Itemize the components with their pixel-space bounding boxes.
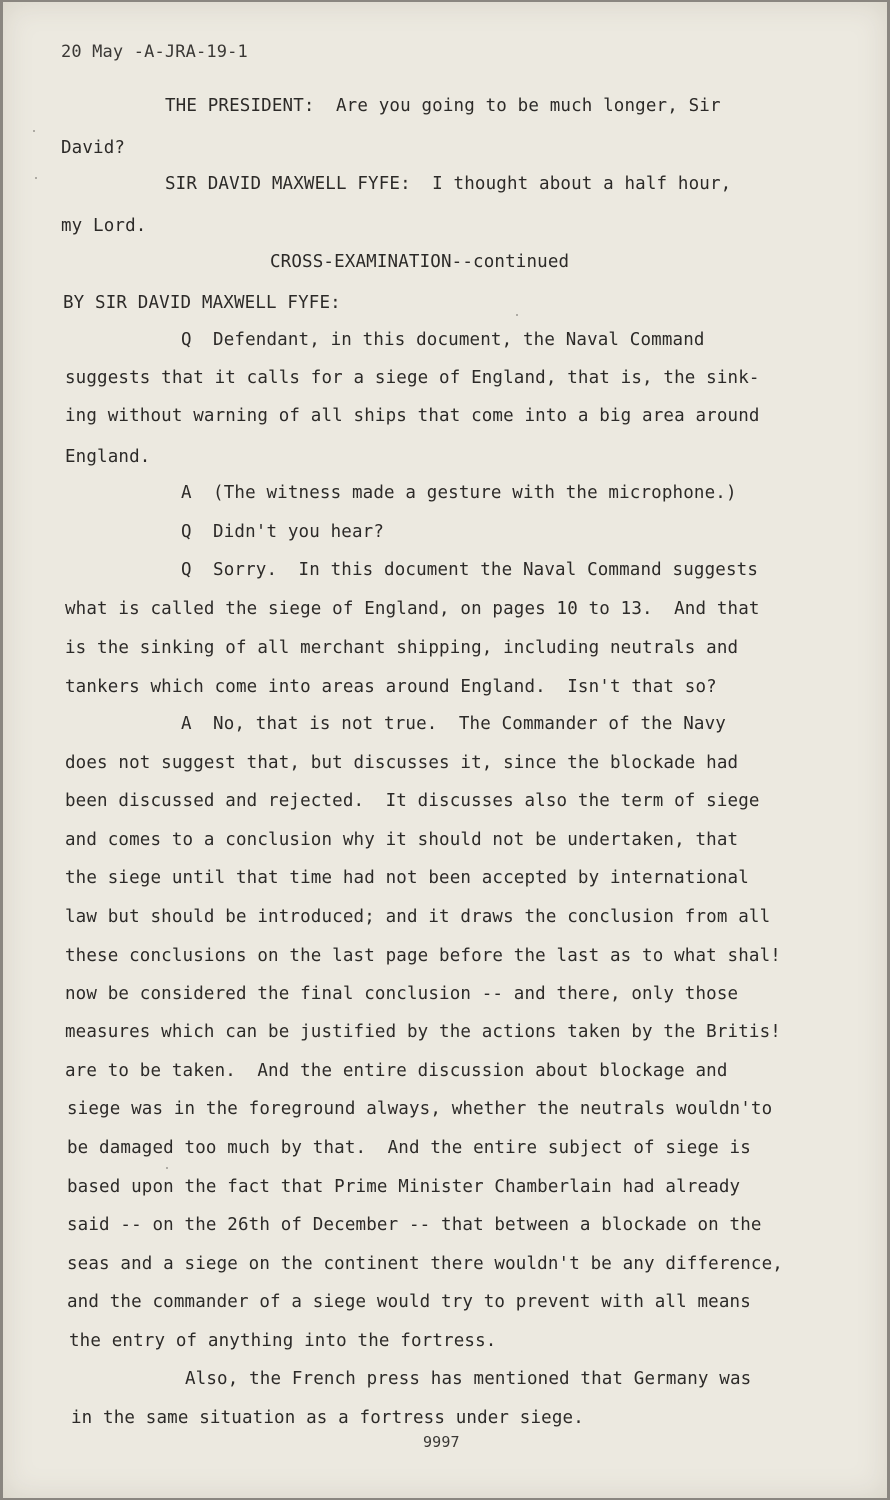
text-line: based upon the fact that Prime Minister Chamberlain had already [67,1177,741,1197]
text-line: siege was in the foreground always, whether the neutrals wouldn'to [67,1099,773,1119]
text-line: David? [61,138,126,158]
text-line: BY SIR DAVID MAXWELL FYFE: [63,293,341,313]
text-line: is the sinking of all merchant shipping, including neutrals and [65,638,739,658]
text-line: be damaged too much by that. And the entire subject of siege is [67,1138,751,1158]
text-line: seas and a siege on the continent there wouldn't be any difference, [67,1254,783,1274]
text-line: A (The witness made a gesture with the microphone.) [181,483,737,503]
text-line: and the commander of a siege would try to prevent with all means [67,1292,751,1312]
text-line: measures which can be justified by the actions taken by the Britis! [65,1022,781,1042]
text-line: in the same situation as a fortress under siege. [71,1408,584,1428]
paper-speck [166,1167,168,1169]
document-page [3,2,887,1498]
text-line: A No, that is not true. The Commander of the Navy [181,714,726,734]
text-line: SIR DAVID MAXWELL FYFE: I thought about a half hour, [165,174,732,194]
transcript-body [3,2,887,1498]
text-line: suggests that it calls for a siege of England, that is, the sink- [65,368,760,388]
text-line: law but should be introduced; and it draws the conclusion from all [65,907,771,927]
page-number: 9997 [423,1433,460,1451]
section-heading: CROSS-EXAMINATION--continued [270,252,570,272]
text-line: what is called the siege of England, on pages 10 to 13. And that [65,599,760,619]
text-line: Q Didn't you hear? [181,522,385,542]
text-line: now be considered the final conclusion -- and there, only those [65,984,739,1004]
text-line: England. [65,447,151,467]
text-line: these conclusions on the last page before the last as to what shal! [65,946,781,966]
text-line: THE PRESIDENT: Are you going to be much longer, Sir [165,96,721,116]
paper-speck [35,177,37,179]
paper-speck [516,314,518,316]
paper-speck [33,130,35,132]
text-line: the entry of anything into the fortress. [69,1331,497,1351]
text-line: tankers which come into areas around England. Isn't that so? [65,677,717,697]
page-header: 20 May -A-JRA-19-1 [61,42,248,62]
text-line: Also, the French press has mentioned that Germany was [185,1369,752,1389]
text-line: does not suggest that, but discusses it, since the blockade had [65,753,739,773]
text-line: my Lord. [61,216,147,236]
text-line: ing without warning of all ships that come into a big area around [65,406,760,426]
text-line: the siege until that time had not been accepted by international [65,868,749,888]
text-line: and comes to a conclusion why it should not be undertaken, that [65,830,739,850]
text-line: are to be taken. And the entire discussion about blockage and [65,1061,728,1081]
text-line: Q Sorry. In this document the Naval Command suggests [181,560,759,580]
text-line: been discussed and rejected. It discusses also the term of siege [65,791,760,811]
text-line: Q Defendant, in this document, the Naval Command [181,330,705,350]
text-line: said -- on the 26th of December -- that between a blockade on the [67,1215,762,1235]
